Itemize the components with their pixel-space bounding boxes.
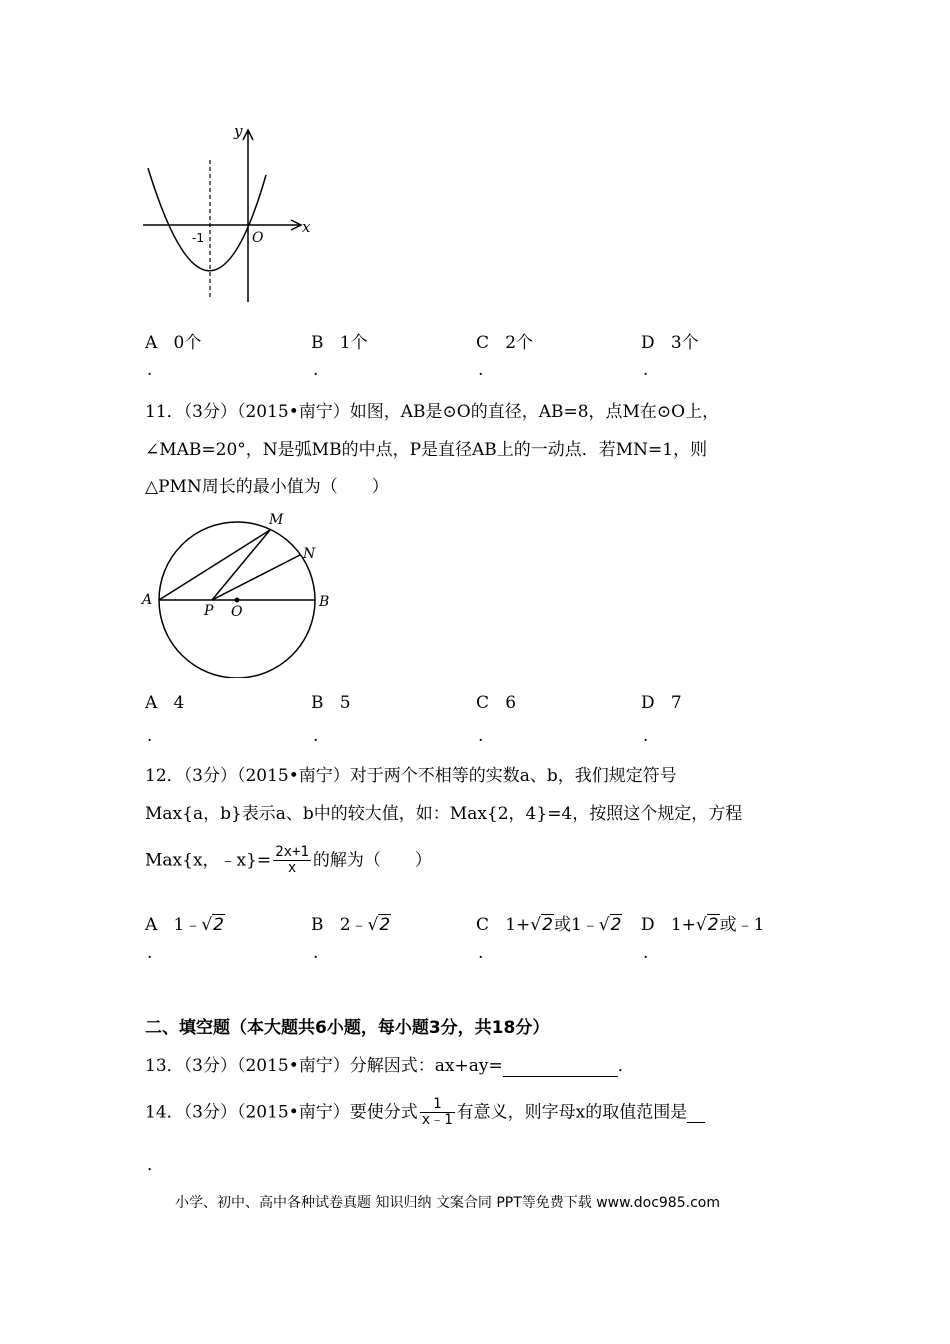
q14-end: ． [147,1155,164,1175]
q11-option-b[interactable] [311,693,351,713]
sqrt-symbol: √2 [530,915,553,935]
option-dot: . [313,943,319,963]
option-letter: C [476,915,490,935]
q14-fraction [420,1097,455,1129]
option-text: 2个 [505,333,534,353]
q11-option-c[interactable] [476,693,516,713]
option-dot: . [147,943,153,963]
option-dot: . [147,360,153,380]
option-text: 5 [339,693,351,713]
fraction-numerator: 1 [432,1096,442,1112]
option-dot: . [643,943,649,963]
q12-equation-suffix: 的解为（ ） [312,850,432,871]
option-dot: . [478,726,484,746]
center-point [235,598,240,603]
q12-fraction [273,845,311,877]
radicand: 2 [707,915,719,935]
option-letter: B [311,333,324,353]
radicand: 2 [610,915,622,935]
q12-option-d[interactable] [641,910,764,935]
option-letter: D [641,915,655,935]
option-text: 4 [173,693,185,713]
segment-pn [212,555,300,600]
option-dot: . [147,726,153,746]
q10-option-d[interactable] [641,328,699,353]
sqrt-symbol: √2 [367,915,391,935]
y-axis-label: y [234,122,243,140]
q12-option-c[interactable] [476,910,622,935]
option-letter: B [311,693,324,713]
option-letter: C [476,693,490,713]
fraction-numerator: 2x+1 [275,844,309,860]
option-dot: . [478,360,484,380]
q13-answer-blank[interactable] [503,1056,618,1077]
option-letter: A [145,333,158,353]
radicand: 2 [379,915,391,935]
fraction-denominator: x [273,860,311,876]
q13-text: 13．（3分）（2015•南宁）分解因式：ax+ay= [145,1056,503,1076]
label-o: O [231,604,243,620]
origin-label: O [252,230,264,246]
option-dot: . [643,726,649,746]
option-dot: . [643,360,649,380]
q12-option-a[interactable] [145,910,225,935]
q11-circle-figure [138,508,338,678]
q10-option-c[interactable] [476,328,533,353]
tick-label-minus-one: -1 [192,231,204,245]
label-m: M [269,512,284,528]
radicand: 2 [213,915,224,935]
option-text: 6 [505,693,517,713]
q12-option-b[interactable] [311,910,391,935]
q11-line-1: 11．（3分）（2015•南宁）如图，AB是⊙O的直径，AB=8，点M在⊙O上， [145,402,720,422]
option-letter: A [145,915,158,935]
option-text: 3个 [670,333,699,353]
segment-am [159,530,270,600]
option-text: 7 [670,693,682,713]
option-dot: . [478,943,484,963]
option-dot: . [313,360,319,380]
option-letter: D [641,333,655,353]
q14-prefix: 14．（3分）（2015•南宁）要使分式 [145,1102,418,1123]
fraction-denominator: x﹣1 [421,1112,453,1129]
option-letter: D [641,693,655,713]
q14-suffix: 有意义，则字母x的取值范围是 [456,1102,688,1123]
option-pre: 2﹣ [339,915,368,935]
option-dot: . [313,726,319,746]
option-post: 或﹣1 [719,915,765,935]
option-post: 或1﹣ [553,915,599,935]
label-a: A [142,592,153,608]
q11-option-a[interactable] [145,693,184,713]
q11-option-d[interactable] [641,693,682,713]
segment-pm [212,530,270,600]
q13-end: ． [617,1056,635,1076]
label-p: P [204,603,214,619]
option-letter: A [145,693,158,713]
q13-line [145,1051,635,1077]
section-2-title: 二、填空题（本大题共6小题，每小题3分，共18分） [145,1018,550,1038]
q10-option-b[interactable] [311,328,368,353]
q12-line-3 [145,845,432,877]
q14-answer-blank[interactable] [687,1102,705,1123]
option-letter: C [476,333,490,353]
sqrt-symbol: √2 [695,915,719,935]
option-pre: 1﹣ [173,915,202,935]
sqrt-symbol: √2 [201,915,224,935]
radicand: 2 [542,915,553,935]
q12-line-1: 12．（3分）（2015•南宁）对于两个不相等的实数a、b，我们规定符号 [145,766,677,786]
option-text: 1个 [339,333,368,353]
q10-option-a[interactable] [145,328,201,353]
sqrt-symbol: √2 [598,915,622,935]
page-footer: 小学、初中、高中各种试卷真题 知识归纳 文案合同 PPT等免费下载 www.doc985.com [175,1195,720,1211]
q11-line-3: △PMN周长的最小值为（ ） [145,477,389,497]
option-letter: B [311,915,324,935]
q11-line-2: ∠MAB=20°，N是弧MB的中点，P是直径AB上的一动点．若MN=1，则 [145,440,708,460]
x-axis-label: x [302,218,311,236]
option-pre: 1+ [670,915,696,935]
option-pre: 1+ [505,915,531,935]
q12-line-2: Max{a，b}表示a、b中的较大值，如：Max{2，4}=4，按照这个规定，方程 [145,804,743,824]
q14-line [145,1097,705,1129]
label-b: B [319,594,330,610]
option-text: 0个 [173,333,202,353]
q10-parabola-figure [138,120,318,305]
q12-equation-prefix: Max{x，﹣x}= [145,850,272,871]
label-n: N [303,546,316,562]
